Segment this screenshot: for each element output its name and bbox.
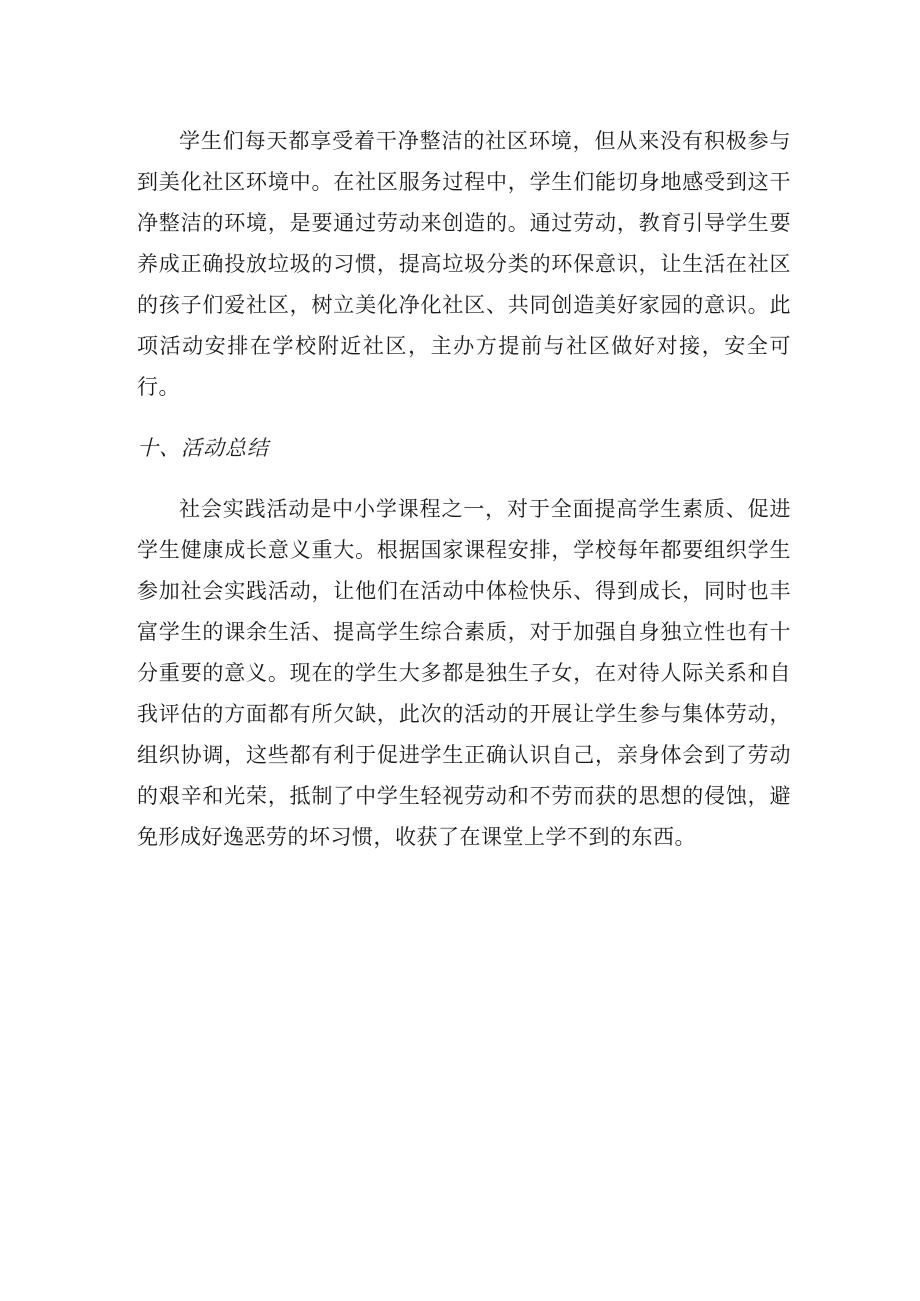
section-heading: 十、活动总结	[137, 436, 269, 460]
body-paragraph-1: 学生们每天都享受着干净整洁的社区环境，但从来没有积极参与到美化社区环境中。在社区服务过程中，学生们能切身地感受到这干净整洁的环境，是要通过劳动来创造的。通过劳动，教育引导学生要养成正确投放垃圾的习惯，提高垃圾分类的环保意识，让生活在社区的孩子们爱社区，树立美化净化社区、共同创造美好家园的意识。此项活动安排在学校附近社区，主办方提前与社区做好对接，安全可行。	[137, 129, 791, 399]
body-paragraph-2: 社会实践活动是中小学课程之一，对于全面提高学生素质、促进学生健康成长意义重大。根据国家课程安排，学校每年都要组织学生参加社会实践活动，让他们在活动中体检快乐、得到成长，同时也丰富学生的课余生活、提高学生综合素质，对于加强自身独立性也有十分重要的意义。现在的学生大多都是独生子女，在对待人际关系和自我评估的方面都有所欠缺，此次的活动的开展让学生参与集体劳动，组织协调，这些都有利于促进学生正确认识自己，亲身体会到了劳动的艰辛和光荣，抵制了中学生轻视劳动和不劳而获的思想的侵蚀，避免形成好逸恶劳的坏习惯，收获了在课堂上学不到的东西。	[137, 497, 791, 849]
document-body	[137, 121, 791, 858]
